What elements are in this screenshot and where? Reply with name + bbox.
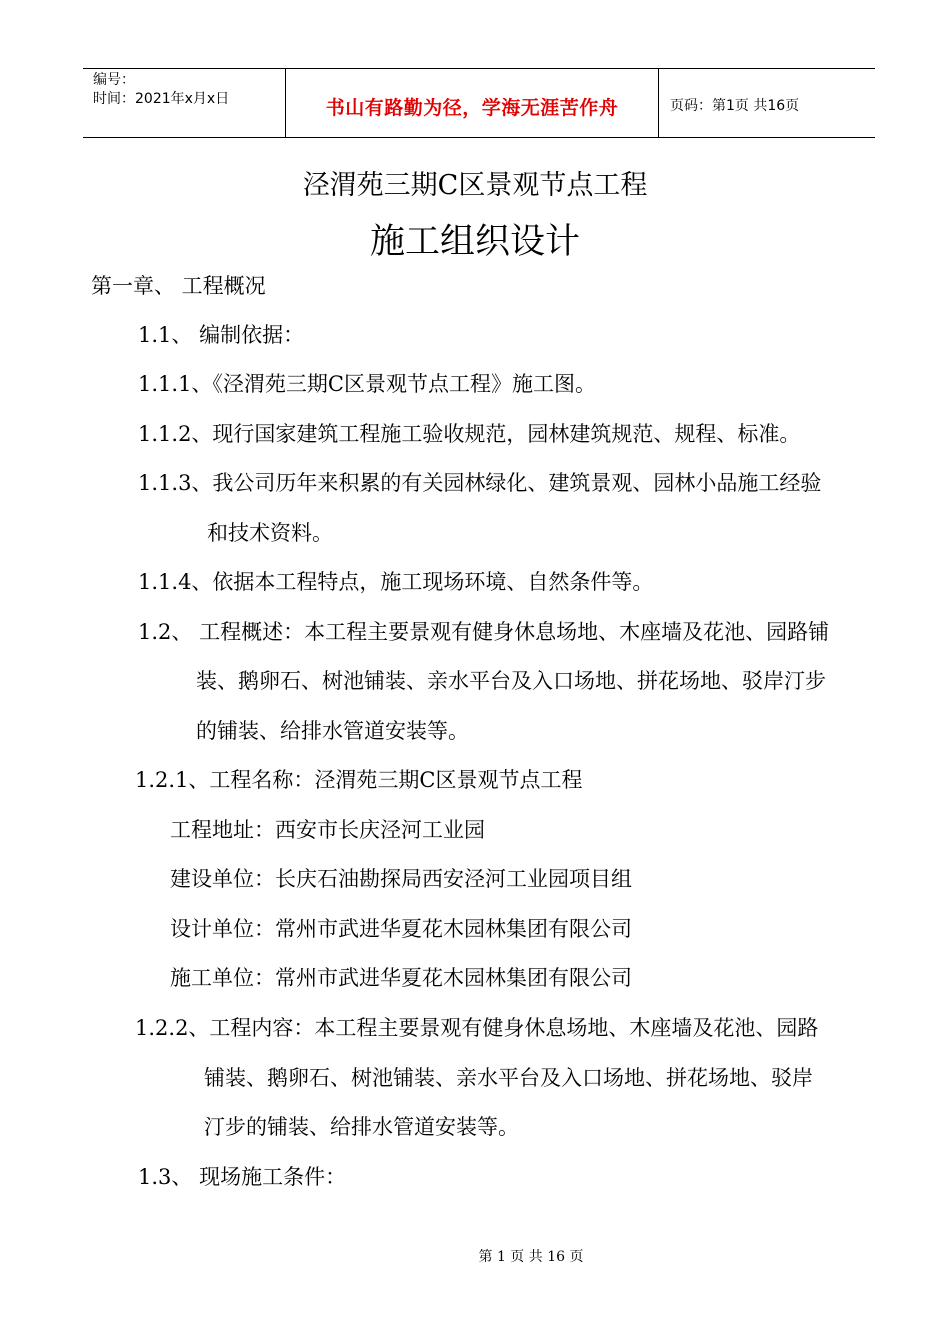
header-motto: 书山有路勤为径，学海无涯苦作舟 (325, 97, 619, 119)
contractor-unit: 施工单位：常州市武进华夏花木园林集团有限公司 (170, 966, 632, 990)
section-heading: 1.3、 现场施工条件： (138, 1165, 347, 1189)
section-heading: 1.2、 工程概述：本工程主要景观有健身休息场地、木座墙及花池、园路铺 (138, 620, 830, 644)
design-unit: 设计单位：常州市武进华夏花木园林集团有限公司 (170, 917, 632, 941)
body-line: 1.1.3、我公司历年来积累的有关园林绿化、建筑景观、园林小品施工经验 (138, 471, 822, 495)
section-heading: 1.1、 编制依据： (138, 323, 305, 347)
body-line: 1.1.1、《泾渭苑三期C区景观节点工程》施工图。 (138, 372, 596, 396)
document-date: 时间：2021年x月x日 (93, 91, 230, 107)
body-line-continuation: 和技术资料。 (207, 521, 333, 545)
body-line-continuation: 汀步的铺装、给排水管道安装等。 (204, 1115, 519, 1139)
construction-unit: 建设单位：长庆石油勘探局西安泾河工业园项目组 (170, 867, 632, 891)
header-motto-cell (286, 69, 659, 137)
body-line: 1.1.2、现行国家建筑工程施工验收规范，园林建筑规范、规程、标准。 (138, 422, 801, 446)
body-line: 1.1.4、依据本工程特点，施工现场环境、自然条件等。 (138, 570, 654, 594)
page-header (83, 68, 875, 138)
chapter-heading: 第一章、 工程概况 (91, 274, 266, 298)
body-line: 1.2.1、工程名称：泾渭苑三期C区景观节点工程 (135, 768, 583, 792)
header-page-info: 页码：第1页 共16页 (670, 98, 800, 114)
header-page-cell (659, 69, 875, 137)
body-line-continuation: 铺装、鹅卵石、树池铺装、亲水平台及入口场地、拼花场地、驳岸 (204, 1066, 813, 1090)
body-line-continuation: 装、鹅卵石、树池铺装、亲水平台及入口场地、拼花场地、驳岸汀步 (196, 669, 826, 693)
header-meta-cell (83, 69, 286, 137)
body-line: 1.2.2、工程内容：本工程主要景观有健身休息场地、木座墙及花池、园路 (135, 1016, 819, 1040)
document-subtitle: 施工组织设计 (369, 222, 580, 262)
document-title: 泾渭苑三期C区景观节点工程 (302, 170, 648, 201)
body-line-continuation: 的铺装、给排水管道安装等。 (196, 719, 469, 743)
document-number-label: 编号： (93, 72, 135, 88)
project-address: 工程地址：西安市长庆泾河工业园 (170, 818, 485, 842)
page-footer: 第 1 页 共 16 页 (478, 1249, 584, 1265)
